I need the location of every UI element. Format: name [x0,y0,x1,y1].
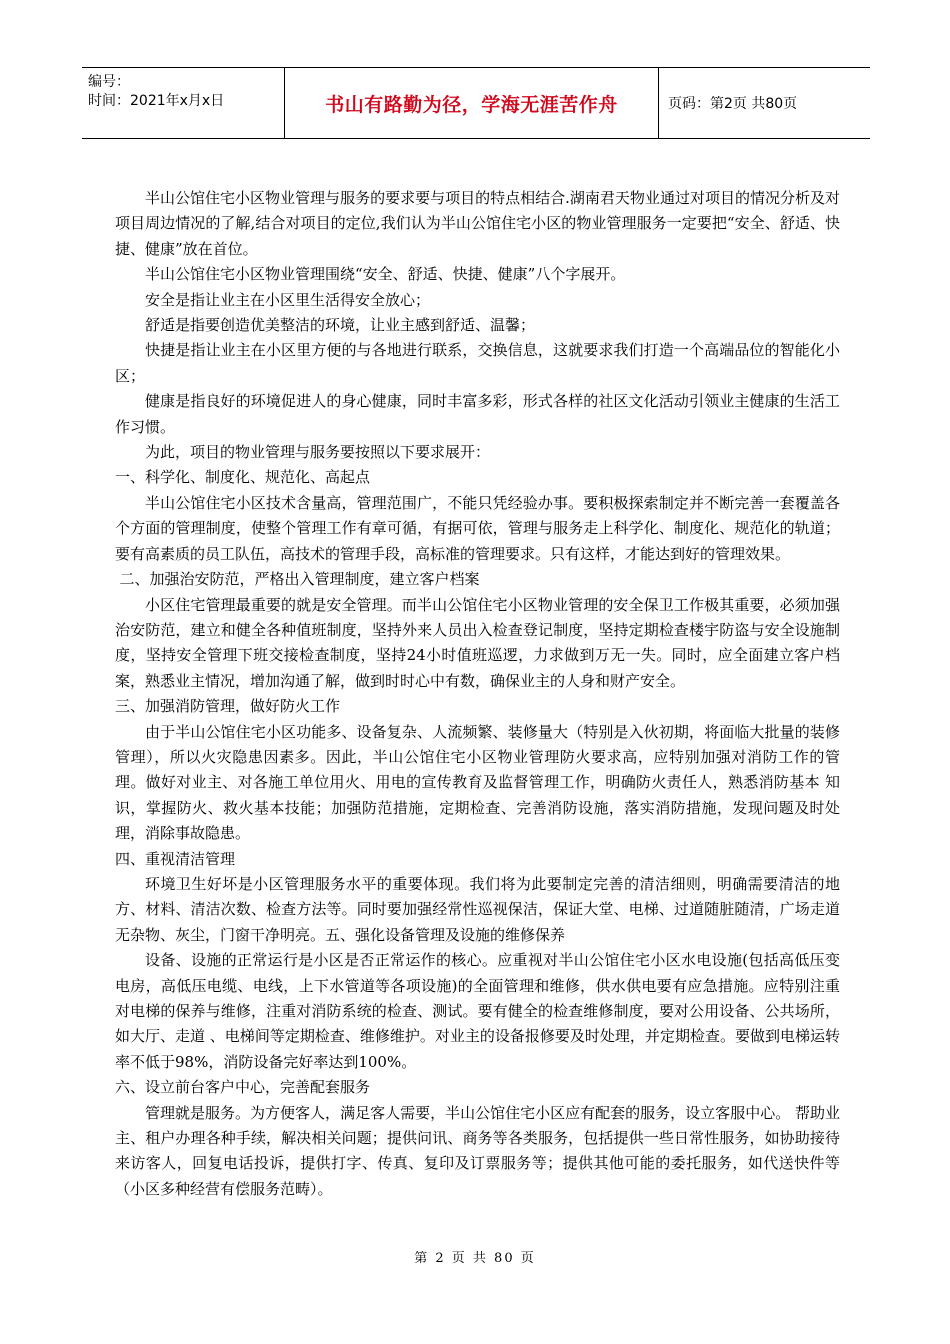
body-paragraph: 半山公馆住宅小区技术含量高，管理范围广，不能只凭经验办事。要积极探索制定并不断完善一套覆盖各个方面的管理制度，使整个管理工作有章可循，有据可依，管理与服务走上科学化、制度化、规范化的轨道；要有高素质的员工队伍，高技术的管理手段，高标准的管理要求。只有这样，才能达到好的管理效果。 [115,493,840,563]
body-paragraph: 环境卫生好坏是小区管理服务水平的重要体现。我们将为此要制定完善的清洁细则，明确需要清洁的地方、材料、清洁次数、检查方法等。同时要加强经常性巡视保洁，保证大堂、电梯、过道随脏随清，广场走道无杂物、灰尘，门窗干净明亮。五、强化设备管理及设施的维修保养 [115,874,840,944]
body-paragraph: 舒适是指要创造优美整洁的环境，让业主感到舒适、温馨； [145,316,536,335]
section-heading: 二、加强治安防范，严格出入管理制度，建立客户档案 [119,570,480,589]
body-paragraph: 由于半山公馆住宅小区功能多、设备复杂、人流频繁、装修量大（特别是入伙初期，将面临大批量的装修管理），所以火灾隐患因素多。因此，半山公馆住宅小区物业管理防火要求高，应特别加强对消防工作的管理。做好对业主、对各施工单位用火、用电的宣传教育及监督管理工作，明确防火责任人，熟悉消防基本 知识，掌握防火、救火基本技能；加强防范措施，定期检查、完善消防设施，落实消防措施，发现问题及时处理，消除事故隐患。 [115,722,840,843]
section-heading: 四、重视清洁管理 [115,849,236,868]
body-paragraph: 快捷是指让业主在小区里方便的与各地进行联系，交换信息，这就要求我们打造一个高端品位的智能化小区； [115,341,840,385]
document-body [115,186,840,1202]
header-meta-cell [82,68,285,138]
section-heading: 三、加强消防管理，做好防火工作 [115,697,341,716]
header-page-info: 页码：第2页 共80页 [668,96,798,112]
body-paragraph: 半山公馆住宅小区物业管理围绕“安全、舒适、快捷、健康”八个字展开。 [145,265,626,284]
body-paragraph: 半山公馆住宅小区物业管理与服务的要求要与项目的特点相结合.湖南君天物业通过对项目的情况分析及对项目周边情况的了解,结合对项目的定位,我们认为半山公馆住宅小区的物业管理服务一定要把“安全、舒适、快捷、健康”放在首位。 [115,189,840,258]
body-paragraph: 小区住宅管理最重要的就是安全管理。而半山公馆住宅小区物业管理的安全保卫工作极其重要，必须加强治安防范，建立和健全各种值班制度，坚持外来人员出入检查登记制度，坚持定期检查楼宇防盗与安全设施制度，坚持安全管理下班交接检查制度，坚持24小时值班巡逻，力求做到万无一失。同时，应全面建立客户档案，熟悉业主情况，增加沟通了解，做到时时心中有数，确保业主的人身和财产安全。 [115,595,840,690]
document-date-label: 时间：2021年x月x日 [88,93,225,109]
body-paragraph: 健康是指良好的环境促进人的身心健康，同时丰富多彩，形式各样的社区文化活动引领业主健康的生活工作习惯。 [115,392,840,436]
body-paragraph: 安全是指让业主在小区里生活得安全放心； [145,290,431,309]
body-paragraph: 设备、设施的正常运行是小区是否正常运作的核心。应重视对半山公馆住宅小区水电设施(包括高低压变电房，高低压电缆、电线，上下水管道等各项设施)的全面管理和维修，供水供电要有应急措施。应特别注重对电梯的保养与维修，注重对消防系统的检查、测试。要有健全的检查维修制度，要对公用设备、公共场所，如大厅、走道 、电梯间等定期检查、维修维护。对业主的设备报修要及时处理，并定期检查。要做到电梯运转率不低于98%，消防设备完好率达到100%。 [115,951,840,1071]
section-heading: 一、科学化、制度化、规范化、高起点 [115,468,371,487]
page-footer: 第 2 页 共 80 页 [414,1251,536,1266]
header-page-cell [659,68,870,138]
header-motto: 书山有路勤为径，学海无涯苦作舟 [325,93,618,116]
body-paragraph: 为此，项目的物业管理与服务要按照以下要求展开： [145,443,491,462]
page-header [82,67,870,139]
body-paragraph: 管理就是服务。为方便客人，满足客人需要，半山公馆住宅小区应有配套的服务，设立客服中心。 帮助业主、租户办理各种手续，解决相关问题；提供问讯、商务等各类服务，包括提供一些日常性服务，如协助接待来访客人，回复电话投诉，提供打字、传真、复印及订票服务等；提供其他可能的委托服务，如代送快件等（小区多种经营有偿服务范畴）。 [115,1103,840,1198]
document-number-label: 编号： [88,74,130,90]
header-motto-cell [285,68,659,138]
section-heading: 六、设立前台客户中心，完善配套服务 [115,1078,371,1097]
